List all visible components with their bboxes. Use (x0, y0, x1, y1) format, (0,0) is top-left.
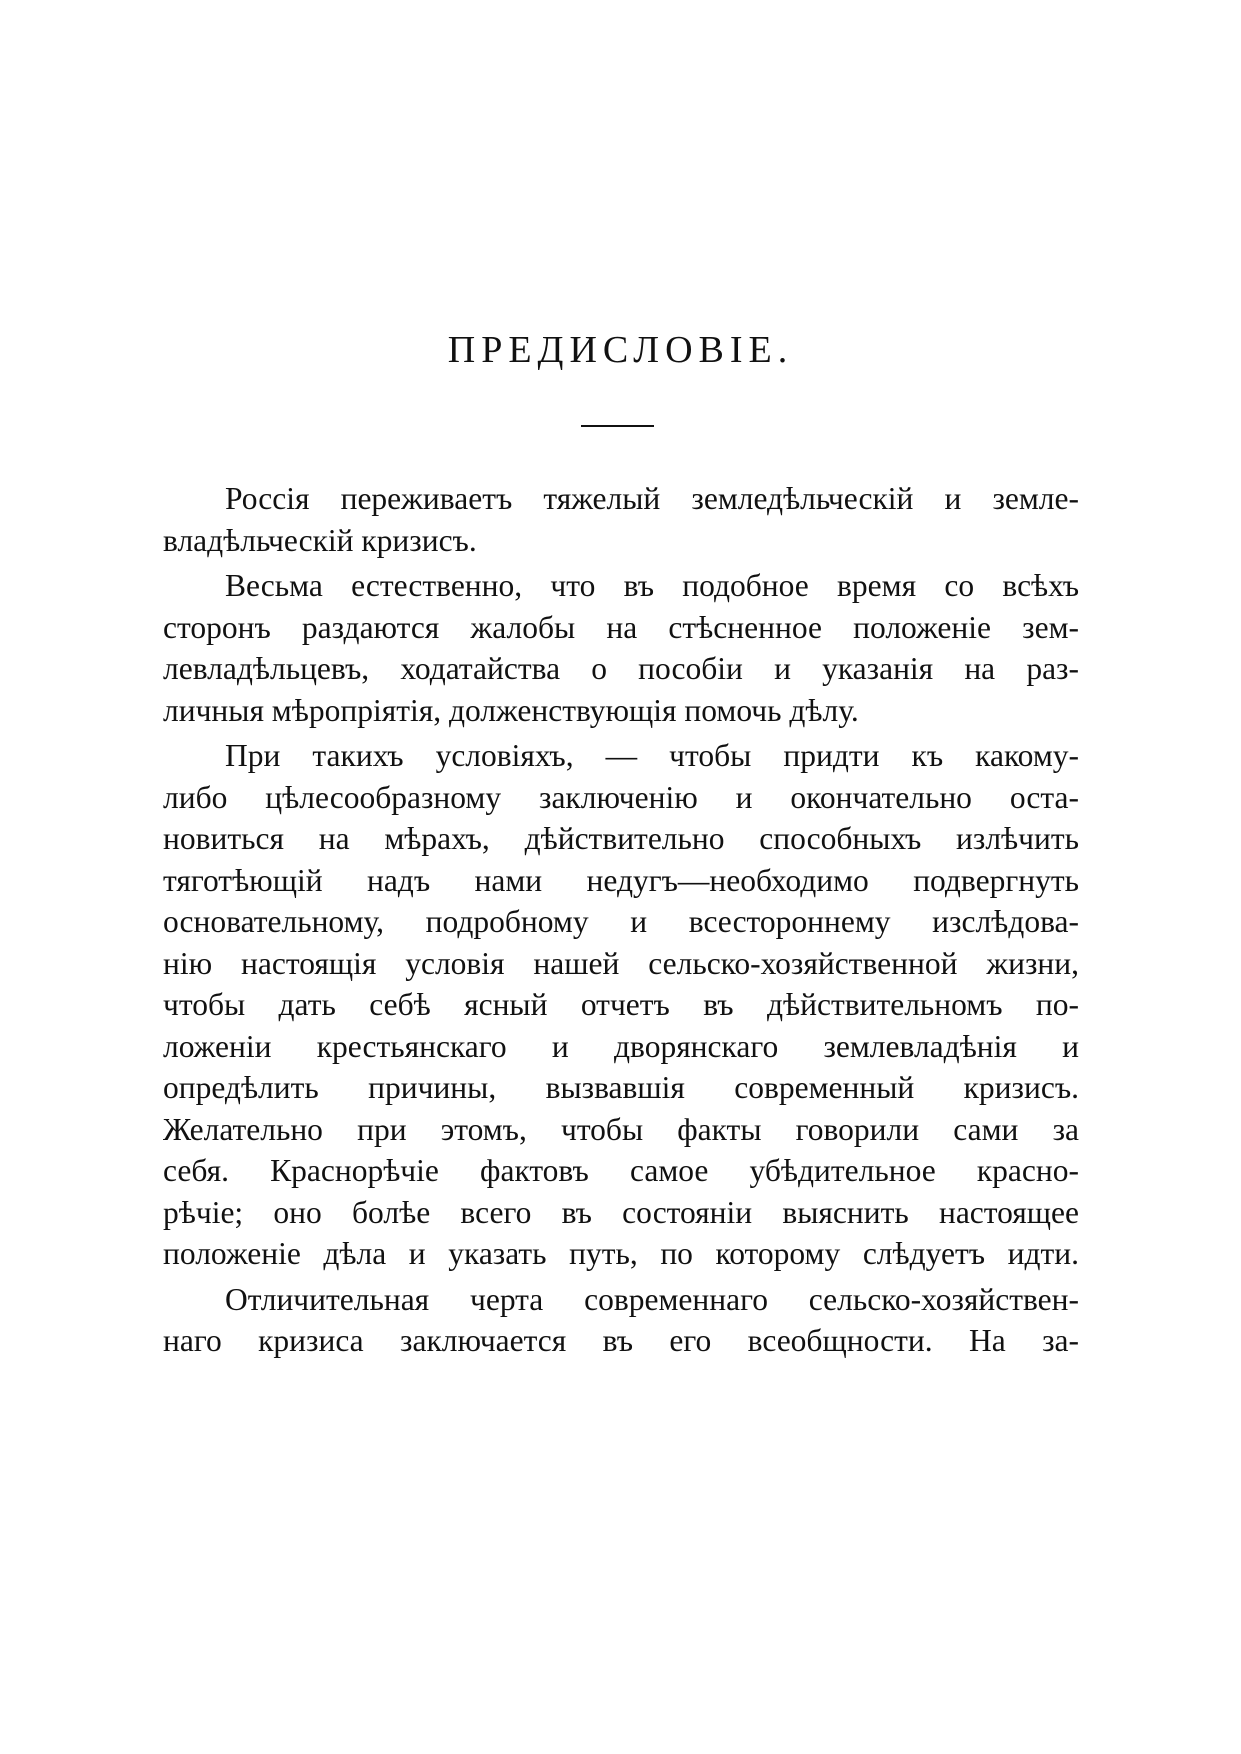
text-line: положеніе дѣла и указать путь, по которому слѣдуетъ идти. (163, 1236, 1079, 1271)
text-line: наго кризиса заключается въ его всеобщности. На за- (163, 1323, 1079, 1358)
body-text (163, 478, 1079, 1366)
text-line: владѣльческій кризисъ. (163, 522, 477, 558)
text-line: рѣчіе; оно болѣе всего въ состояніи выяснить настоящее (163, 1194, 1079, 1230)
text-line: личныя мѣропріятія, долженствующія помочь дѣлу. (163, 692, 859, 728)
text-line: Весьма естественно, что въ подобное время со всѣхъ (225, 568, 1079, 603)
text-line: Желательно при этомъ, чтобы факты говорили сами за (163, 1111, 1079, 1147)
paragraph (163, 1279, 1079, 1362)
text-line: Россія переживаетъ тяжелый земледѣльческій и земле- (225, 481, 1079, 516)
paragraph (163, 478, 1079, 561)
text-line: опредѣлить причины, вызвавшія современный кризисъ. (163, 1070, 1079, 1105)
text-line: ложеніи крестьянскаго и дворянскаго землевладѣнія и (163, 1028, 1079, 1064)
text-line: Отличительная черта современнаго сельско-хозяйствен- (225, 1281, 1079, 1317)
text-line: При такихъ условіяхъ, — чтобы придти къ какому- (225, 738, 1079, 773)
text-line: новиться на мѣрахъ, дѣйствительно способныхъ излѣчить (163, 821, 1079, 856)
paragraph (163, 565, 1079, 731)
page-title: ПРЕДИСЛОВІЕ. (447, 329, 794, 371)
paragraph (163, 735, 1079, 1275)
text-line: либо цѣлесообразному заключенію и окончательно оста- (163, 779, 1079, 815)
text-line: тяготѣющій надъ нами недугъ—необходимо подвергнуть (163, 862, 1079, 898)
text-line: левладѣльцевъ, ходатайства о пособіи и указанія на раз- (163, 651, 1079, 686)
text-line: себя. Краснорѣчіе фактовъ самое убѣдительное красно- (163, 1153, 1079, 1188)
text-line: нію настоящія условія нашей сельско-хозяйственной жизни, (163, 945, 1079, 981)
text-line: основательному, подробному и всестороннему изслѣдова- (163, 904, 1079, 939)
title-rule (581, 425, 654, 427)
text-line: сторонъ раздаются жалобы на стѣсненное положеніе зем- (163, 609, 1079, 645)
text-line: чтобы дать себѣ ясный отчетъ въ дѣйствительномъ по- (163, 987, 1079, 1022)
